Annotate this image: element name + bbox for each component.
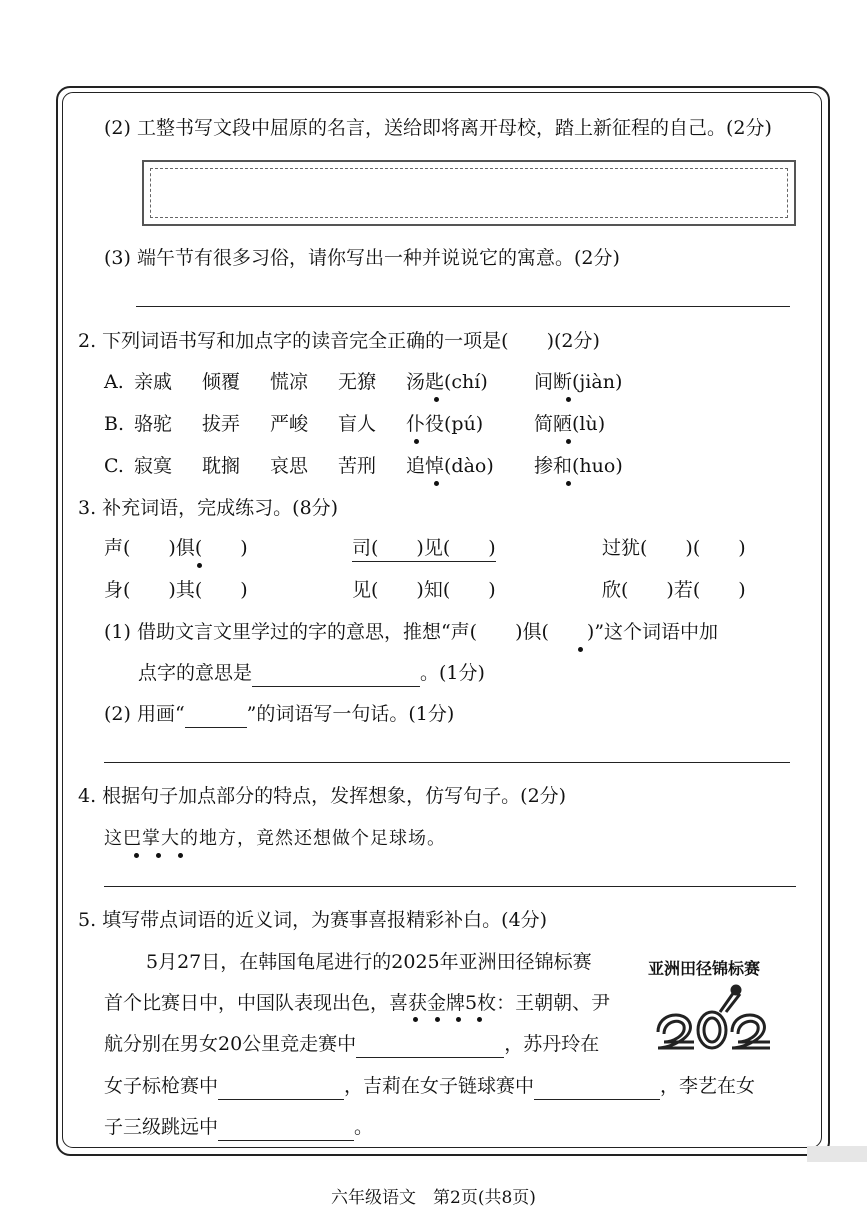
option-word: 耽搁 [202, 455, 241, 477]
q4-example-sentence: 这巴掌大的地方，竟然还想做个足球场。 [104, 828, 446, 849]
option-word: 骆驼 [134, 413, 173, 435]
q5-text: ，李艺在女 [660, 1075, 756, 1097]
option-word: 严峻 [270, 413, 309, 435]
q3-sub1-line1: (1) 借助文言文里学过的字的意思，推想“声( )俱( )”这个词语中加 [104, 621, 719, 643]
q3-sub1-suffix: 。(1分) [420, 662, 485, 684]
option-word: 倾覆 [202, 371, 241, 393]
q5-para-line1: 5月27日，在韩国龟尾进行的2025年亚洲田径锦标赛 [146, 951, 592, 973]
q3-sub2 [104, 701, 454, 728]
event-logo-title: 亚洲田径锦标赛 [648, 959, 761, 978]
option-word: 追悼(dào) [406, 455, 494, 477]
option-word: 苦刑 [338, 455, 377, 477]
emphasis-dot [414, 439, 419, 444]
q5-text: 。 [354, 1116, 374, 1138]
emphasis-dot [566, 481, 571, 486]
option-word: 汤匙(chí) [406, 371, 488, 393]
option-word: 拔弄 [202, 413, 241, 435]
option-word: 掺和(huo) [534, 455, 623, 477]
q5-para-line5 [104, 1114, 373, 1141]
page-footer: 六年级语文 第2页(共8页) [331, 1188, 536, 1208]
option-word: 盲人 [338, 413, 377, 435]
q3-sub1-line2 [138, 660, 485, 687]
q1-sub2: (2) 工整书写文段中屈原的名言，送给即将离开母校，踏上新征程的自己。(2分) [104, 117, 772, 139]
q3-word-3[interactable]: 过犹( )( ) [602, 537, 746, 559]
q5-text: ，吉莉在女子链球赛中 [344, 1075, 535, 1097]
option-label: C. [104, 455, 124, 477]
option-word: 寂寞 [134, 455, 173, 477]
option-word: 无獠 [338, 371, 377, 393]
q2-option-a[interactable] [104, 369, 804, 397]
q2-option-c[interactable] [104, 453, 804, 481]
answer-blank[interactable] [252, 660, 420, 687]
q3-word-6[interactable]: 欣( )若( ) [602, 579, 746, 601]
option-word: 简陋(lù) [534, 413, 606, 435]
option-label: B. [104, 413, 125, 435]
answer-blank-1[interactable] [356, 1031, 504, 1058]
q4-stem: 4. 根据句子加点部分的特点，发挥想象，仿写句子。(2分) [78, 785, 567, 807]
q3-word-5[interactable]: 见( )知( ) [352, 579, 496, 601]
q5-para-line4 [104, 1073, 755, 1100]
q5-text: ，苏丹玲在 [504, 1033, 600, 1055]
q3-sub2-suffix: ”的词语写一句话。(1分) [246, 703, 455, 725]
q2-option-b[interactable] [104, 411, 804, 439]
emphasis-dot [578, 647, 583, 652]
answer-line-q3-2[interactable] [104, 762, 790, 763]
q5-para-line2: 首个比赛日中，中国队表现出色，喜获金牌5枚：王朝朝、尹 [104, 992, 611, 1014]
emphasis-dot [566, 439, 571, 444]
q3-word-2[interactable]: 司( )见( ) [352, 535, 496, 562]
q2-stem: 2. 下列词语书写和加点字的读音完全正确的一项是( )(2分) [78, 330, 600, 352]
option-word: 仆役(pú) [406, 413, 484, 435]
option-label: A. [104, 371, 124, 393]
q5-para-line3 [104, 1031, 599, 1058]
emphasis-dot [413, 1017, 418, 1022]
q5-text: 航分别在男女20公里竞走赛中 [104, 1033, 357, 1055]
answer-line-q4[interactable] [104, 886, 796, 887]
q3-sub1-prefix: 点字的意思是 [138, 662, 253, 684]
q5-stem: 5. 填写带点词语的近义词，为赛事喜报精彩补白。(4分) [78, 909, 548, 931]
answer-line-q1-3[interactable] [136, 306, 790, 307]
emphasis-dot [566, 397, 571, 402]
emphasis-dot [434, 397, 439, 402]
q5-text: 子三级跳远中 [104, 1116, 219, 1138]
q3-word-4[interactable]: 身( )其( ) [104, 579, 248, 601]
emphasis-dot [477, 1017, 482, 1022]
answer-box-decorative[interactable] [142, 160, 796, 226]
emphasis-dot [134, 853, 139, 858]
event-logo-graphic [650, 982, 780, 1056]
answer-blank-3[interactable] [534, 1073, 660, 1100]
q3-stem: 3. 补充词语，完成练习。(8分) [78, 497, 339, 519]
emphasis-dot [178, 853, 183, 858]
underline-sample [185, 701, 247, 728]
emphasis-dot [456, 1017, 461, 1022]
emphasis-dot [435, 1017, 440, 1022]
emphasis-dot [434, 481, 439, 486]
option-word: 亲戚 [134, 371, 173, 393]
watermark-strip [807, 1146, 867, 1162]
emphasis-dot [156, 853, 161, 858]
q3-sub2-prefix: (2) 用画“ [104, 703, 185, 725]
option-word: 哀思 [270, 455, 309, 477]
option-word: 慌凉 [270, 371, 309, 393]
emphasis-dot [197, 563, 202, 568]
q1-sub3: (3) 端午节有很多习俗，请你写出一种并说说它的寓意。(2分) [104, 247, 620, 269]
q3-word-1[interactable]: 声( )俱( ) [104, 537, 248, 559]
answer-blank-4[interactable] [218, 1114, 354, 1141]
q5-text: 女子标枪赛中 [104, 1075, 219, 1097]
answer-blank-2[interactable] [218, 1073, 344, 1100]
option-word: 间断(jiàn) [534, 371, 623, 393]
